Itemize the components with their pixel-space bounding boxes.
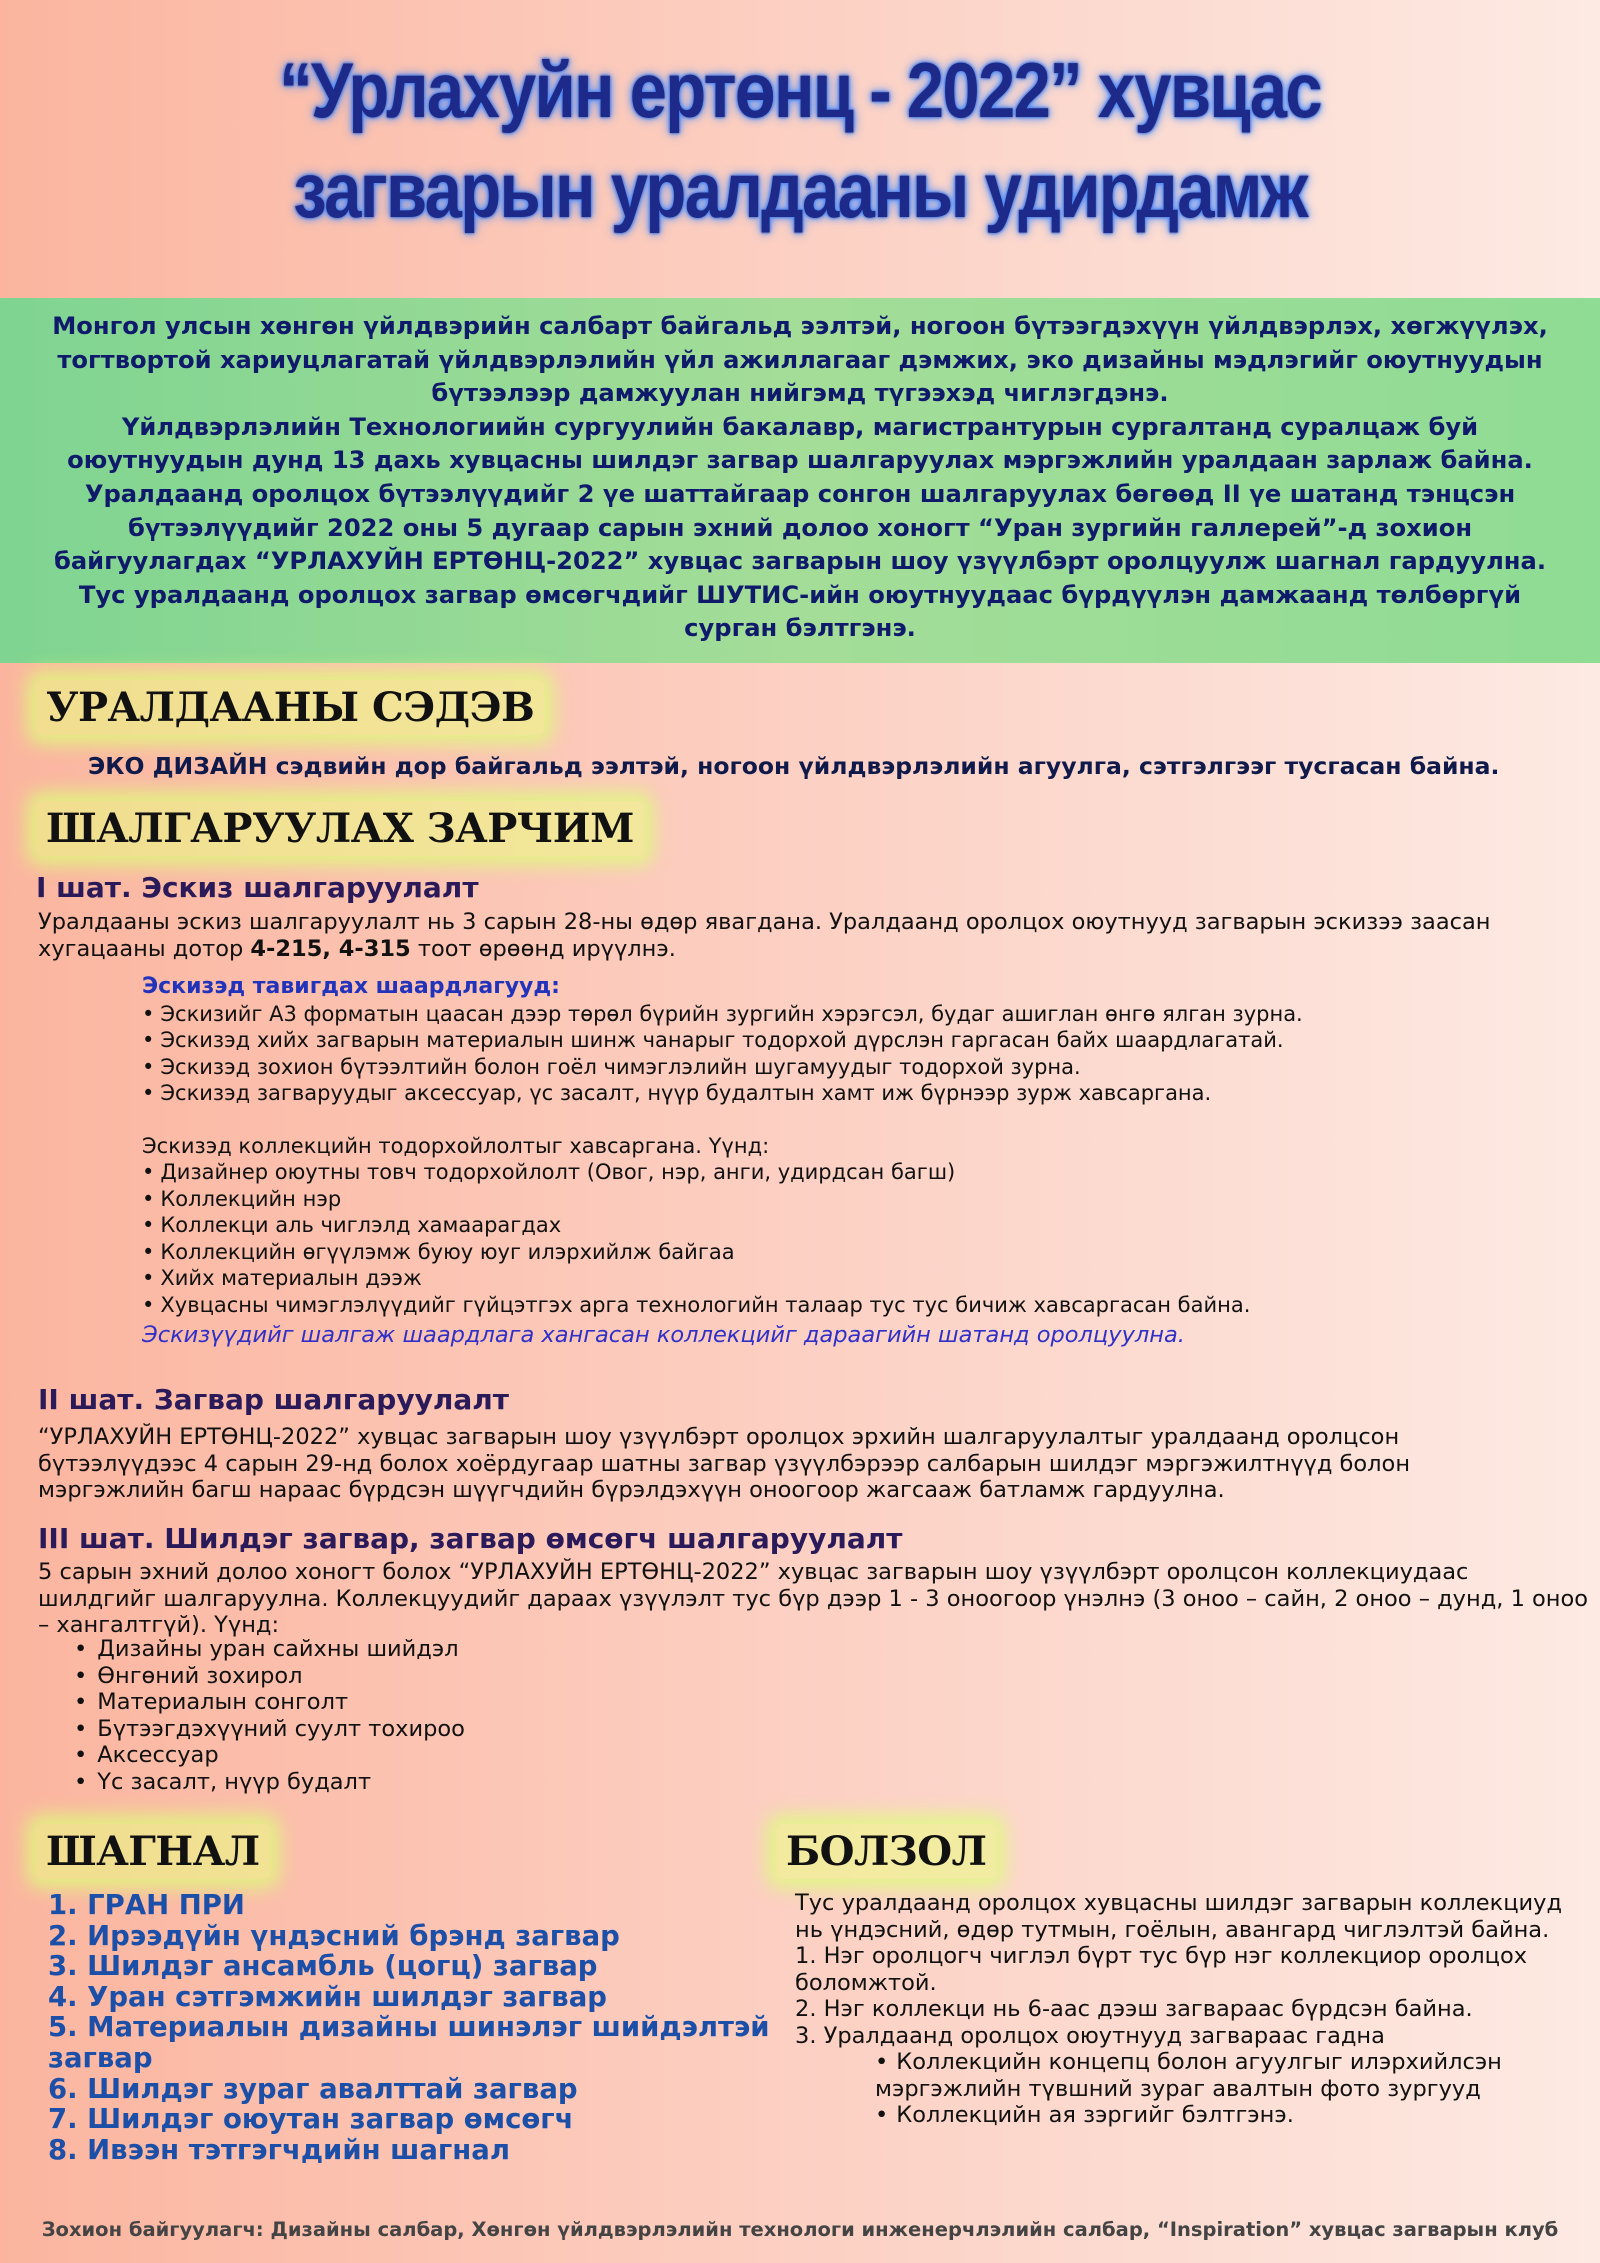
awards-heading: ШАГНАЛ xyxy=(36,1824,270,1879)
collection-item: • Коллекци аль чиглэлд хамаарагдах xyxy=(142,1212,1542,1239)
award-item: 5. Материалын дизайны шинэлэг шийдэлтэй загвар xyxy=(48,2011,770,2074)
condition-sub-list xyxy=(795,2049,1575,2129)
award-item: 3. Шилдэг ансамбль (цогц) загвар xyxy=(48,1950,598,1983)
condition-item: 3. Уралдаанд оролцох оюутнууд загвараас гадна xyxy=(795,2022,1385,2049)
stage3-title: III шат. Шилдэг загвар, загвар өмсөгч шалгаруулалт xyxy=(38,1522,903,1555)
theme-heading: УРАЛДААНЫ СЭДЭВ xyxy=(36,680,544,735)
condition-sub-item: • Коллекцийн концепц болон агуулгыг илэрхийлсэн мэргэжлийн түвшний зураг авалтын фото зургууд xyxy=(875,2049,1575,2102)
conditions-intro: Тус уралдаанд оролцох хувцасны шилдэг загварын коллекциуд нь үндэсний, өдөр тутмын, гоёлын, авангард чиглэлтэй байна. xyxy=(795,1890,1562,1943)
awards-list xyxy=(48,1890,778,2165)
stage1-note: Эскизүүдийг шалгаж шаардлага хангасан коллекцийг дараагийн шатанд оролцуулна. xyxy=(142,1322,1185,1348)
stage1-rooms: 4-215, 4-315 xyxy=(250,935,411,962)
criteria-item: • Аксессуар xyxy=(74,1742,774,1769)
condition-item: 1. Нэг оролцогч чиглэл бүрт тус бүр нэг коллекциор оролцох боломжтой. xyxy=(795,1943,1528,1996)
criteria-list xyxy=(74,1636,774,1796)
stage1-text-b: тоот өрөөнд ирүүлнэ. xyxy=(410,935,676,962)
conditions-heading: БОЛЗОЛ xyxy=(776,1824,996,1879)
award-item: 6. Шилдэг зураг авалттай загвар xyxy=(48,2072,578,2105)
collection-item: • Коллекцийн өгүүлэмж буюу юуг илэрхийлж байгаа xyxy=(142,1239,1542,1266)
condition-sub-item: • Коллекцийн ая зэргийг бэлтгэнэ. xyxy=(875,2102,1575,2129)
collection-item: • Хувцасны чимэглэлүүдийг гүйцэтгэх арга технологийн талаар тус тус бичиж хавсаргасан байна. xyxy=(142,1292,1542,1319)
stage1-text-a: Уралдааны эскиз шалгаруулалт нь 3 сарын 28-ны өдөр явагдана. Уралдаанд оролцох оюутнууд загварын эскизээ заасан хугацааны дотор xyxy=(38,909,1491,962)
stage1-text xyxy=(38,909,1568,962)
page-title xyxy=(112,40,1488,240)
criteria-item: • Өнгөний зохирол xyxy=(74,1663,774,1690)
intro-panel xyxy=(0,298,1600,663)
stage2-text: “УРЛАХУЙН ЕРТӨНЦ-2022” хувцас загварын шоу үзүүлбэрт оролцох эрхийн шалгаруулалтыг уралдаанд оролцсон бүтээлүүдээс 4 сарын 29-нд болох хоёрдугаар шатны загвар үзүүлбэрээр салбарын шилдэг мэргэжилтнүүд болон мэргэжлийн багш нараас бүрдсэн шүүгчдийн бүрэлдэхүүн оноогоор жагсааж батламж гардуулна. xyxy=(38,1424,1411,1503)
requirement-item: • Эскизэд загваруудыг аксессуар, үс засалт, нүүр будалтын хамт иж бүрнээр зурж хавсаргана. xyxy=(142,1080,1542,1107)
stage1-title: I шат. Эскиз шалгаруулалт xyxy=(36,871,479,904)
award-item: 2. Ирээдүйн үндэсний брэнд загвар xyxy=(48,1919,620,1952)
requirement-item: • Эскизэд хийх загварын материалын шинж чанарыг тодорхой дүрслэн гаргасан байх шаардлагатай. xyxy=(142,1027,1542,1054)
conditions-block xyxy=(795,1890,1575,2129)
criteria-item: • Дизайны уран сайхны шийдэл xyxy=(74,1636,774,1663)
intro-text-2: Үйлдвэрлэлийн Технологиийн сургуулийн бакалавр, магистрантурын сургалтанд суралцаж буй оюутнуудын дунд 13 дахь хувцасны шилдэг загвар шалгаруулах мэргэжлийн уралдаан зарлаж байна. Уралдаанд оролцох бүтээлүүдийг 2 үе шаттайгаар сонгон шалгаруулах бөгөөд II үе шатанд тэнцсэн бүтээлүүдийг 2022 оны 5 дугаар сарын эхний долоо хоногт “Уран зургийн галлерей”-д зохион байгуулагдах “УРЛАХУЙН ЕРТӨНЦ-2022” хувцас загварын шоу үзүүлбэрт оролцуулж шагнал гардуулна. Тус уралдаанд оролцох загвар өмсөгчдийг ШУТИС-ийн оюутнуудаас бүрдүүлэн дамжаанд төлбөргүй сурган бэлтгэнэ. xyxy=(53,412,1547,643)
requirements-title: Эскизэд тавигдах шаардлагууд: xyxy=(142,974,560,999)
collection-intro: Эскизэд коллекцийн тодорхойлолтыг хавсаргана. Үүнд: xyxy=(142,1133,770,1158)
requirements-block xyxy=(142,974,1542,1349)
award-item: 7. Шилдэг оюутан загвар өмсөгч xyxy=(48,2103,574,2136)
condition-item: 2. Нэг коллекци нь 6-аас дээш загвараас бүрдсэн байна. xyxy=(795,1996,1473,2022)
stage2-title: II шат. Загвар шалгаруулалт xyxy=(38,1383,509,1416)
intro-text-1: Монгол улсын хөнгөн үйлдвэрийн салбарт байгальд ээлтэй, ногоон бүтээгдэхүүн үйлдвэрлэх, хөгжүүлэх, тогтвортой хариуцлагатай үйлдвэрлэлийн үйл ажиллагааг дэмжих, эко дизайны мэдлэгийг оюутнуудын бүтээлээр дамжуулан нийгэмд түгээхэд чиглэгдэнэ. xyxy=(52,312,1548,408)
award-item: 8. Ивээн тэтгэгчдийн шагнал xyxy=(48,2133,510,2166)
criteria-item: • Материалын сонголт xyxy=(74,1689,774,1716)
collection-item: • Дизайнер оюутны товч тодорхойлолт (Овог, нэр, анги, удирдсан багш) xyxy=(142,1159,1542,1186)
collection-item: • Коллекцийн нэр xyxy=(142,1186,1542,1213)
title-line-1: “Урлахуйн ертөнц - 2022” хувцас xyxy=(279,46,1321,134)
requirement-item: • Эскизэд зохион бүтээлтийн болон гоёл чимэглэлийн шугамуудыг тодорхой зурна. xyxy=(142,1054,1542,1081)
award-item: 1. ГРАН ПРИ xyxy=(48,1889,245,1921)
collection-item: • Хийх материалын дээж xyxy=(142,1265,1542,1292)
title-line-2: загварын уралдааны удирдамж xyxy=(293,146,1307,234)
theme-text: ЭКО ДИЗАЙН сэдвийн дор байгальд ээлтэй, ногоон үйлдвэрлэлийн агуулга, сэтгэлгээг тусгасан байна. xyxy=(88,752,1500,780)
requirement-item: • Эскизийг А3 форматын цаасан дээр төрөл бүрийн зургийн хэрэгсэл, будаг ашиглан өнгө ялган зурна. xyxy=(142,1001,1542,1028)
selection-heading: ШАЛГАРУУЛАХ ЗАРЧИМ xyxy=(36,801,644,856)
award-item: 4. Уран сэтгэмжийн шилдэг загвар xyxy=(48,1980,607,2013)
criteria-item: • Бүтээгдэхүүний суулт тохироо xyxy=(74,1716,774,1743)
stage3-text: 5 сарын эхний долоо хоногт болох “УРЛАХУЙН ЕРТӨНЦ-2022” хувцас загварын шоу үзүүлбэрт оролцсон коллекциудаас шилдгийг шалгаруулна. Коллекцуудийг дараах үзүүлэлт тус бүр дээр 1 - 3 оноогоор үнэлнэ (3 оноо – сайн, 2 оноо – дунд, 1 оноо – хангалтгүй). Үүнд: xyxy=(38,1559,1589,1638)
footer-organizer: Зохион байгуулагч: Дизайны салбар, Хөнгөн үйлдвэрлэлийн технологи инженерчлэлийн салбар, “Inspiration” хувцас загварын клуб xyxy=(41,2218,1559,2241)
criteria-item: • Үс засалт, нүүр будалт xyxy=(74,1769,774,1796)
